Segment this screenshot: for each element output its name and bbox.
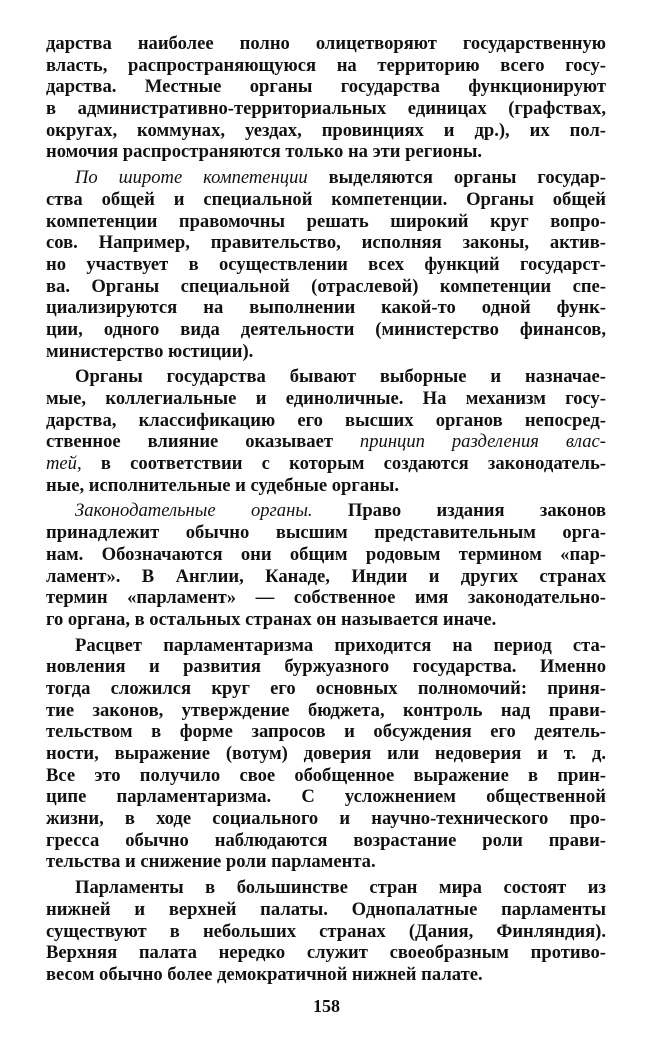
text-run: ции, одного вида деятельности (министерство финансов,	[46, 318, 606, 340]
text-run: дарства наиболее полно олицетворяют государственную	[46, 33, 606, 54]
text-line	[46, 765, 606, 787]
paragraph	[46, 635, 606, 874]
text-line	[46, 341, 606, 363]
text-line	[46, 942, 606, 964]
text-run: округах, коммунах, уездах, провинциях и др.), их пол-	[46, 119, 606, 141]
text-run: дарства. Местные органы государства функционируют	[46, 76, 606, 98]
text-line	[46, 566, 606, 588]
text-line	[46, 500, 606, 522]
paragraph	[46, 500, 606, 630]
text-run: Органы государства бывают выборные и назначае-	[75, 366, 606, 388]
text-run: го органа, в остальных странах он называется иначе.	[46, 608, 497, 630]
italic-term: принцип разделения влас-	[359, 431, 606, 453]
text-line	[46, 700, 606, 722]
text-run: новления и развития буржуазного государства. Именно	[46, 656, 606, 678]
text-line	[46, 678, 606, 700]
text-line	[46, 475, 606, 497]
text-run: мые, коллегиальные и единоличные. На механизм госу-	[46, 388, 606, 409]
body-text	[46, 33, 606, 986]
text-line	[46, 410, 606, 432]
text-run: ципе парламентаризма. С усложнением общественной	[46, 786, 606, 808]
text-run: нижней и верхней палаты. Однопалатные парламенты	[46, 898, 606, 920]
text-line	[46, 830, 606, 852]
text-line	[46, 635, 606, 657]
text-run: тие законов, утверждение бюджета, контроль над прави-	[46, 699, 606, 721]
text-line	[46, 167, 606, 189]
text-run: существуют в небольших странах (Дания, Финляндия).	[46, 920, 606, 942]
text-run: сов. Например, правительство, исполняя законы, актив-	[46, 232, 606, 254]
text-run: тогда сложился круг его основных полномочий: приня-	[46, 677, 606, 699]
text-run: жизни, в ходе социального и научно-технического про-	[46, 808, 606, 830]
text-run: Верхняя палата нередко служит своеобразным противо-	[46, 942, 606, 964]
text-line	[46, 98, 606, 120]
text-run: Расцвет парламентаризма приходится на период ста-	[75, 634, 606, 656]
text-run: компетенции правомочны решать широкий круг вопро-	[46, 210, 606, 232]
text-line	[46, 211, 606, 233]
text-run: Право издания законов	[312, 500, 606, 522]
text-line	[46, 319, 606, 341]
text-run: министерство юстиции).	[46, 340, 254, 362]
text-line	[46, 276, 606, 298]
text-run: Все это получило свое обобщенное выражение в прин-	[46, 764, 606, 786]
text-run: тельства и снижение роли парламента.	[46, 851, 376, 873]
italic-term: По широте компетенции	[75, 167, 308, 189]
text-line	[46, 254, 606, 276]
italic-term: Законодательные органы.	[75, 500, 313, 522]
text-run: термин «парламент» — собственное имя законодательно-	[46, 587, 606, 609]
text-line	[46, 33, 606, 55]
text-line	[46, 899, 606, 921]
page-number: 158	[313, 996, 340, 1016]
text-line	[46, 55, 606, 77]
text-line	[46, 120, 606, 142]
text-line	[46, 544, 606, 566]
text-line	[46, 189, 606, 211]
text-line	[46, 851, 606, 873]
text-line	[46, 656, 606, 678]
text-run: тельством в форме запросов и обсуждения его деятель-	[46, 721, 606, 743]
text-run: но участвует в осуществлении всех функций государст-	[46, 253, 606, 275]
text-line	[46, 141, 606, 163]
text-run: ва. Органы специальной (отраслевой) компетенции спе-	[46, 275, 606, 297]
paragraph	[46, 366, 606, 496]
text-line	[46, 808, 606, 830]
text-run: ства общей и специальной компетенции. Органы общей	[46, 188, 606, 210]
text-line	[46, 297, 606, 319]
text-run: в соответствии с которым создаются законодатель-	[81, 453, 606, 475]
text-run: ности, выражение (вотум) доверия или недоверия и т. д.	[46, 743, 606, 764]
text-line	[46, 964, 606, 986]
text-run: Парламенты в большинстве стран мира состоят из	[75, 877, 606, 899]
paragraph	[46, 33, 606, 163]
italic-term: тей,	[46, 453, 82, 475]
text-run: дарства, классификацию его высших органов непосред-	[46, 409, 606, 431]
text-line	[46, 366, 606, 388]
text-line	[46, 721, 606, 743]
text-run: принадлежит обычно высшим представительным орга-	[46, 522, 606, 544]
text-line	[46, 921, 606, 943]
text-run: номочия распространяются только на эти регионы.	[46, 141, 483, 163]
text-line	[46, 522, 606, 544]
text-line	[46, 743, 606, 765]
text-run: гресса обычно наблюдаются возрастание роли прави-	[46, 829, 606, 851]
text-line	[46, 786, 606, 808]
text-line	[46, 388, 606, 410]
paragraph	[46, 877, 606, 985]
text-run: власть, распространяющуюся на территорию всего госу-	[46, 54, 606, 76]
text-line	[46, 877, 606, 899]
paragraph	[46, 167, 606, 362]
text-run: в административно-территориальных единицах (графствах,	[46, 98, 606, 120]
text-line	[46, 76, 606, 98]
text-run: весом обычно более демократичной нижней палате.	[46, 963, 483, 985]
text-line	[46, 587, 606, 609]
text-run: ламент». В Англии, Канаде, Индии и других странах	[46, 565, 606, 587]
text-run: ственное влияние оказывает	[46, 431, 360, 453]
text-line	[46, 453, 606, 475]
text-line	[46, 609, 606, 631]
text-run: нам. Обозначаются они общим родовым термином «пар-	[46, 543, 606, 565]
text-line	[46, 431, 606, 453]
text-run: выделяются органы государ-	[307, 167, 606, 189]
text-run: ные, исполнительные и судебные органы.	[46, 474, 399, 496]
text-line	[46, 232, 606, 254]
text-run: циализируются на выполнении какой-то одной функ-	[46, 297, 606, 319]
